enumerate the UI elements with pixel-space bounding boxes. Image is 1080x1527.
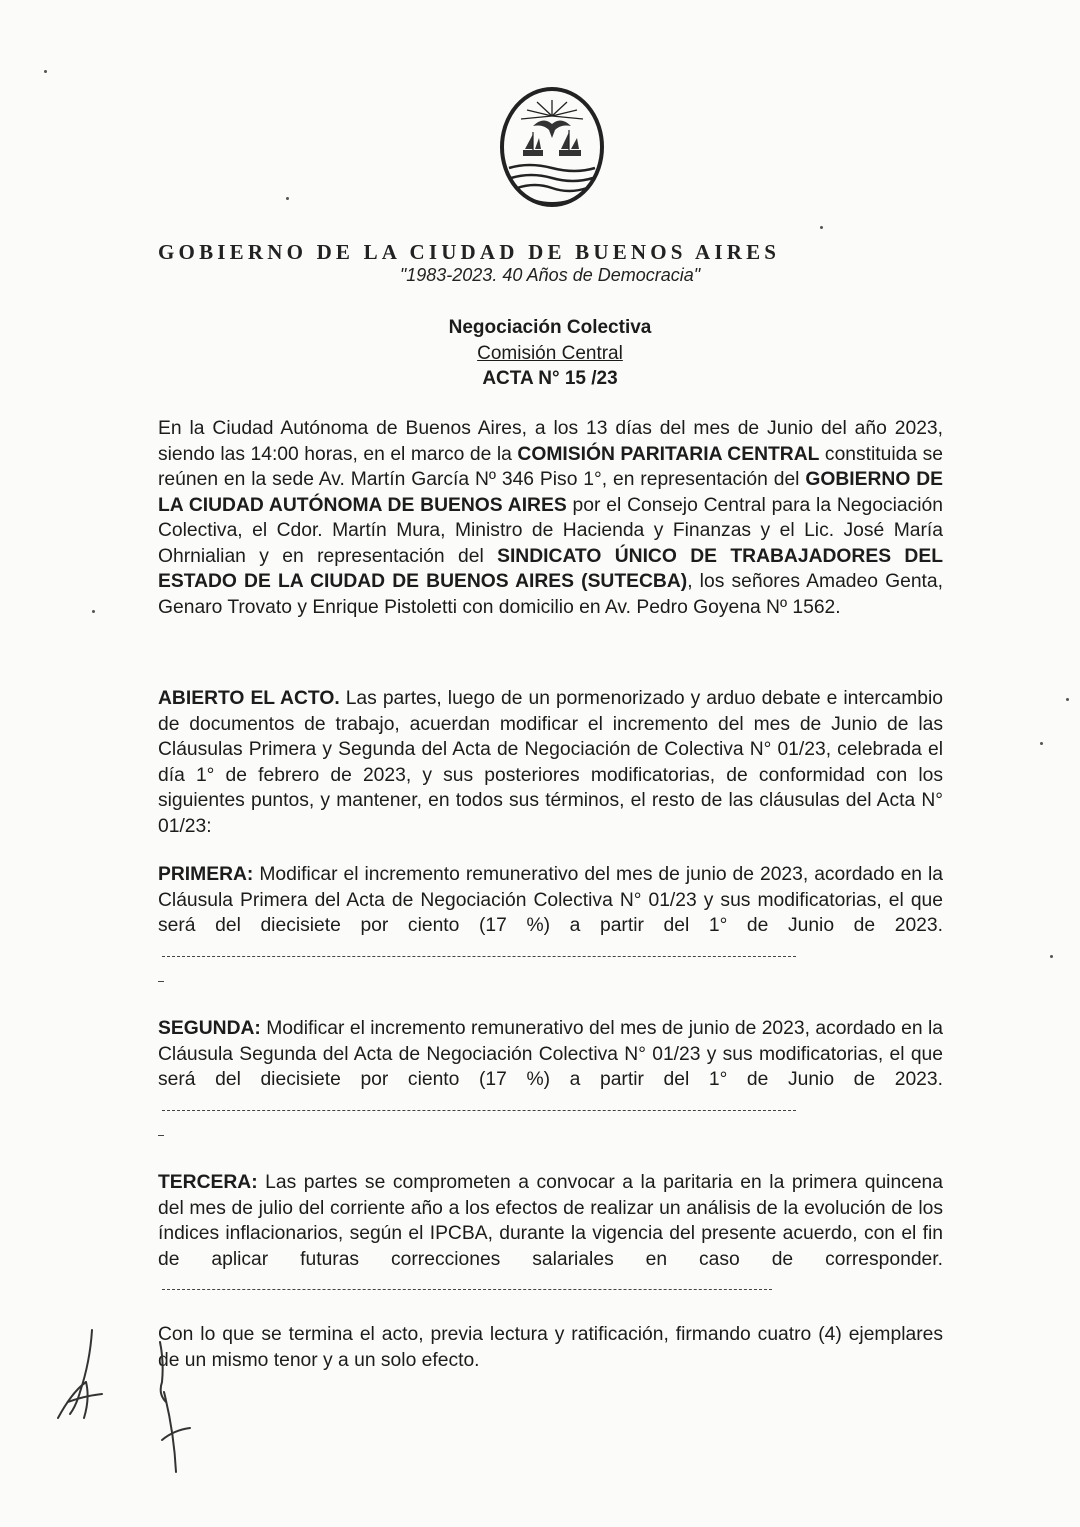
government-party: GOBIERNO DE LA CIUDAD AUTÓNOMA DE BUENOS AIRES — [158, 469, 944, 516]
union-party: SINDICATO ÚNICO DE TRABAJADORES DEL ESTADO DE LA CIUDAD DE BUENOS AIRES (SUTECBA) — [158, 545, 943, 592]
intro-text-2: constituida se reúnen en la sede Av. Martín García Nº 346 Piso 1°, en representación del — [158, 443, 943, 490]
motto: "1983-2023. 40 Años de Democracia" — [399, 265, 701, 285]
paper-speck — [1040, 742, 1043, 745]
paper-speck — [44, 70, 47, 73]
paper-speck — [1066, 698, 1069, 701]
opening-paragraph — [158, 686, 943, 839]
clause-segunda — [158, 1016, 943, 1143]
paper-speck — [286, 197, 289, 200]
clause-primera-label: PRIMERA: — [158, 864, 254, 885]
closing-text: Con lo que se termina el acto, previa lectura y ratificación, firmando cuatro (4) ejemplares de un mismo tenor y a un solo efecto. — [158, 1324, 943, 1371]
paper-speck — [820, 226, 823, 229]
document-subheading: Comisión Central — [477, 343, 623, 364]
clause-tercera-text: Las partes se comprometen a convocar a la paritaria en la primera quincena del mes de julio del corriente año a los efectos de realizar un análisis de la evolución de los índices inflacionarios, según el IPCBA, durante la vigencia del presente acuerdo, con el fin de aplicar futuras correcciones salariales en caso de corresponder. — [158, 1172, 943, 1270]
fill-line — [162, 942, 796, 957]
paper-speck — [1050, 955, 1053, 958]
closing-paragraph — [158, 1322, 943, 1373]
intro-text-4: , los señores Amadeo Genta, Genaro Trovato y Enrique Pistoletti con domicilio en Av. Pedro Goyena Nº 1562. — [158, 571, 943, 618]
intro-paragraph — [158, 416, 943, 620]
clause-primera — [158, 862, 943, 989]
act-number: ACTA N° 15 /23 — [482, 368, 618, 389]
clause-tercera — [158, 1170, 943, 1298]
fill-line — [162, 1275, 772, 1290]
opening-label: ABIERTO EL ACTO. — [158, 688, 340, 709]
city-coat-of-arms-icon — [499, 86, 605, 208]
fill-line-tail — [158, 1118, 943, 1143]
commission-name: COMISIÓN PARITARIA CENTRAL — [517, 443, 820, 465]
opening-text: Las partes, luego de un pormenorizado y arduo debate e intercambio de documentos de trabajo, acuerdan modificar el incremento del mes de Junio de las Cláusulas Primera y Segunda del Acta de Negociación de Colectiva N° 01/23, celebrada el día 1° de febrero de 2023, y sus posteriores modificatorias, de conformidad con los siguientes puntos, y mantener, en todos sus términos, el resto de las cláusulas del Acta N° 01/23: — [158, 688, 943, 837]
paper-speck — [92, 610, 95, 613]
government-title: GOBIERNO DE LA CIUDAD DE BUENOS AIRES — [158, 240, 781, 264]
clause-tercera-label: TERCERA: — [158, 1172, 258, 1193]
handwritten-signature — [50, 1322, 210, 1482]
fill-line — [162, 1096, 796, 1111]
clause-segunda-label: SEGUNDA: — [158, 1018, 261, 1039]
intro-text-3: por el Consejo Central para la Negociación Colectiva, el Cdor. Martín Mura, Ministro de Hacienda y Finanzas y el Lic. José María Ohrnialian y en representación del — [158, 494, 943, 567]
clause-primera-text: Modificar el incremento remunerativo del mes de junio de 2023, acordado en la Cláusula Primera del Acta de Negociación Colectiva N° 01/23 y sus modificatorias, el que será del diecisiete por ciento (17 %) a partir del 1° de Junio de 2023. — [158, 864, 943, 936]
clause-segunda-text: Modificar el incremento remunerativo del mes de junio de 2023, acordado en la Cláusula Segunda del Acta de Negociación Colectiva N° 01/23 y sus modificatorias, el que será del diecisiete por ciento (17 %) a partir del 1° de Junio de 2023. — [158, 1018, 943, 1090]
fill-line-tail — [158, 964, 943, 989]
document-heading: Negociación Colectiva — [448, 317, 652, 338]
intro-text-1: En la Ciudad Autónoma de Buenos Aires, a los 13 días del mes de Junio del año 2023, siendo las 14:00 horas, en el marco de la — [158, 418, 943, 465]
